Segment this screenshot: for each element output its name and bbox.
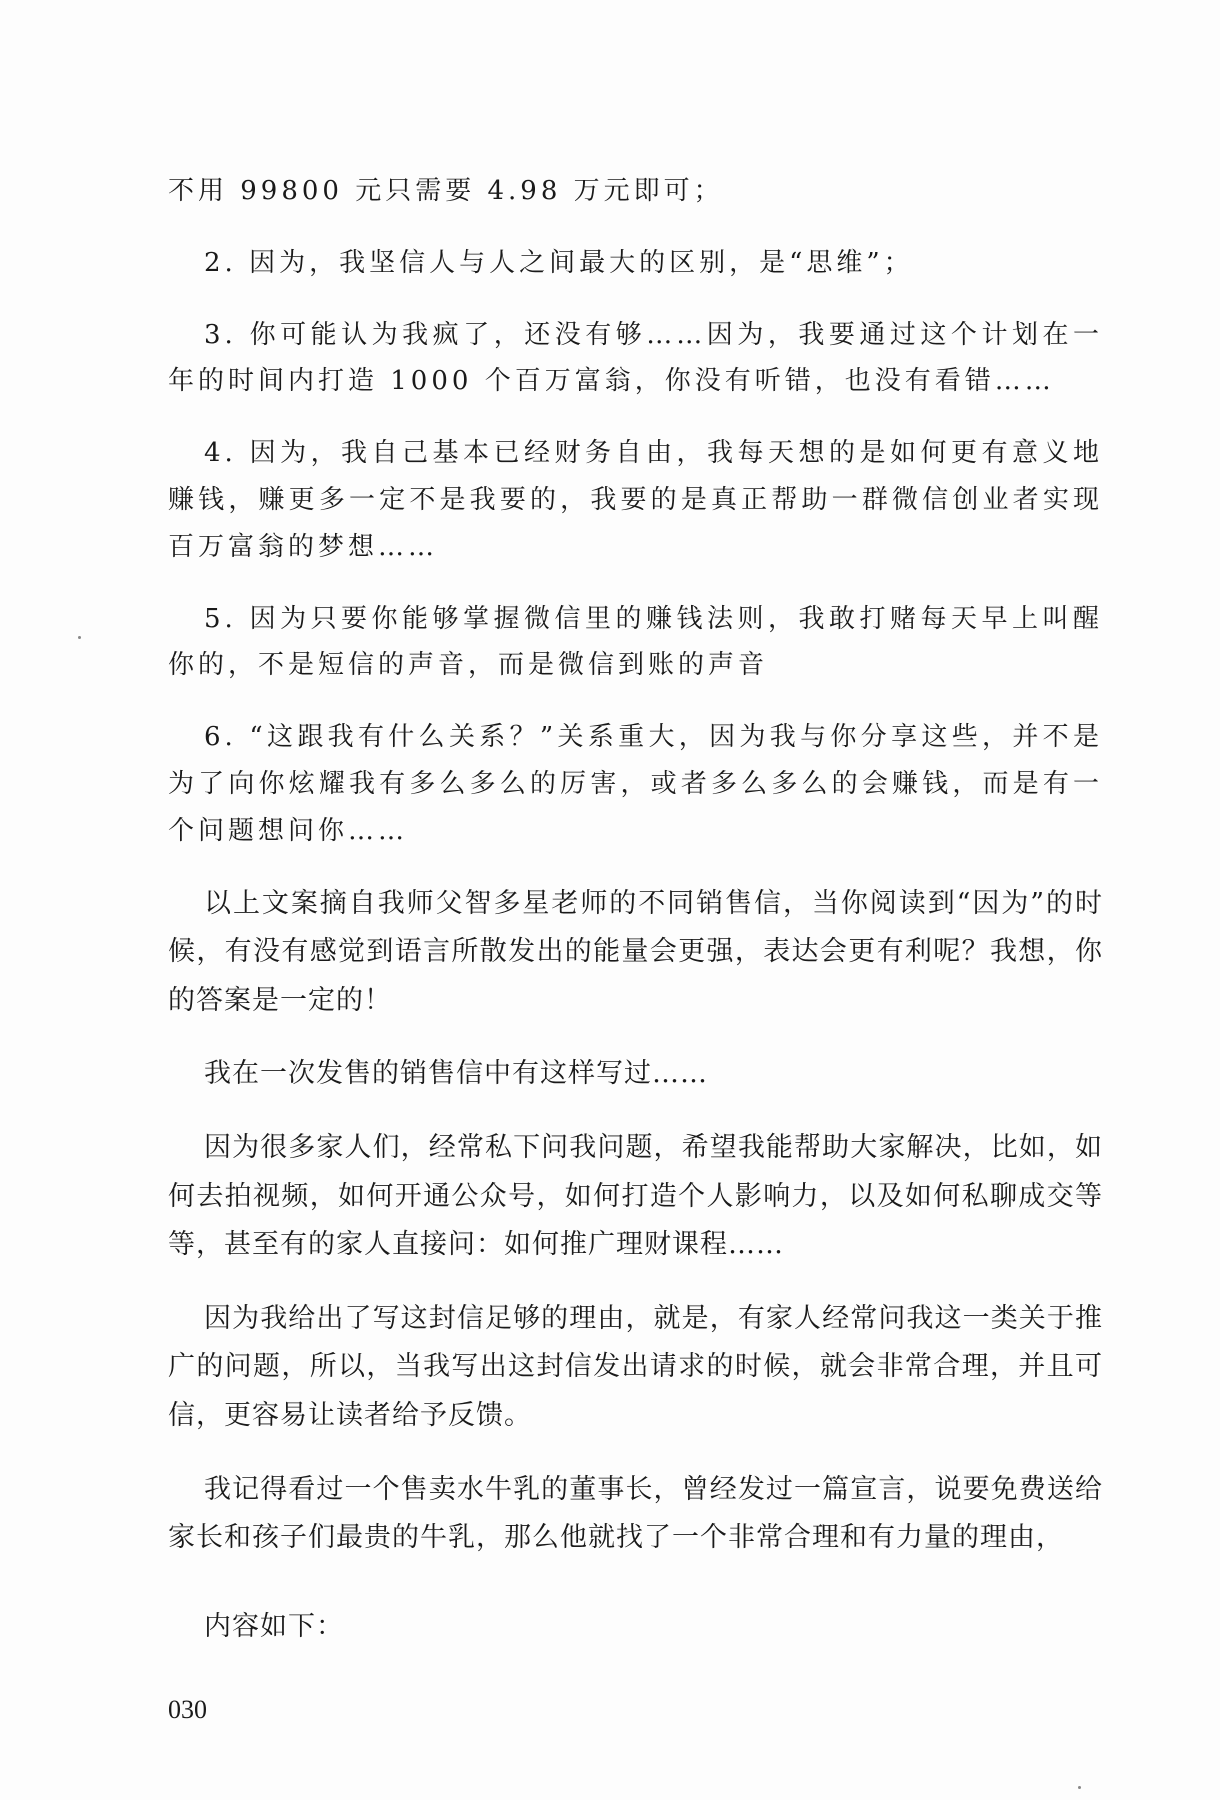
paragraph-price: 不用 99800 元只需要 4.98 万元即可； [168,176,724,206]
paragraph-buffalo-milk: 我记得看过一个售卖水牛乳的董事长，曾经发过一篇宣言，说要免费送给家长和孩子们最贵的牛乳，那么他就找了一个非常合理和有力量的理由， [168,1473,1103,1554]
paragraph-summary: 以上文案摘自我师父智多星老师的不同销售信，当你阅读到“因为”的时候，有没有感觉到语言所散发出的能量会更强，表达会更有利呢？我想，你的答案是一定的！ [168,887,1103,1016]
page-number: 030 [168,1695,207,1724]
paragraph-reason: 因为我给出了写这封信足够的理由，就是，有家人经常问我这一类关于推广的问题，所以，当我写出这封信发出请求的时候，就会非常合理，并且可信，更容易让读者给予反馈。 [168,1302,1103,1431]
scan-speck [1078,1786,1081,1789]
paragraph-item-6: 6. “这跟我有什么关系？”关系重大，因为我与你分享这些，并不是为了向你炫耀我有多么多么的厉害，或者多么多么的会赚钱，而是有一个问题想问你…… [168,722,1103,846]
paragraph-item-2: 2. 因为，我坚信人与人之间最大的区别，是“思维”； [204,247,914,278]
page-body [168,168,1103,1651]
paragraph-sales-letter-intro: 我在一次发售的销售信中有这样写过…… [204,1058,708,1090]
paragraph-item-5: 5. 因为只要你能够掌握微信里的赚钱法则，我敢打赌每天早上叫醒你的，不是短信的声音，而是微信到账的声音 [168,603,1103,681]
paragraph-content-follows: 内容如下： [204,1610,344,1642]
paragraph-item-4: 4. 因为，我自己基本已经财务自由，我每天想的是如何更有意义地赚钱，赚更多一定不是我要的，我要的是真正帮助一群微信创业者实现百万富翁的梦想…… [168,438,1103,562]
scan-speck [78,636,81,639]
paragraph-item-3: 3. 你可能认为我疯了，还没有够……因为，我要通过这个计划在一年的时间内打造 1000 个百万富翁，你没有听错，也没有看错…… [168,319,1103,397]
paragraph-family-questions: 因为很多家人们，经常私下问我问题，希望我能帮助大家解决，比如，如何去拍视频，如何开通公众号，如何打造个人影响力，以及如何私聊成交等等，甚至有的家人直接问：如何推广理财课程…… [168,1131,1103,1261]
